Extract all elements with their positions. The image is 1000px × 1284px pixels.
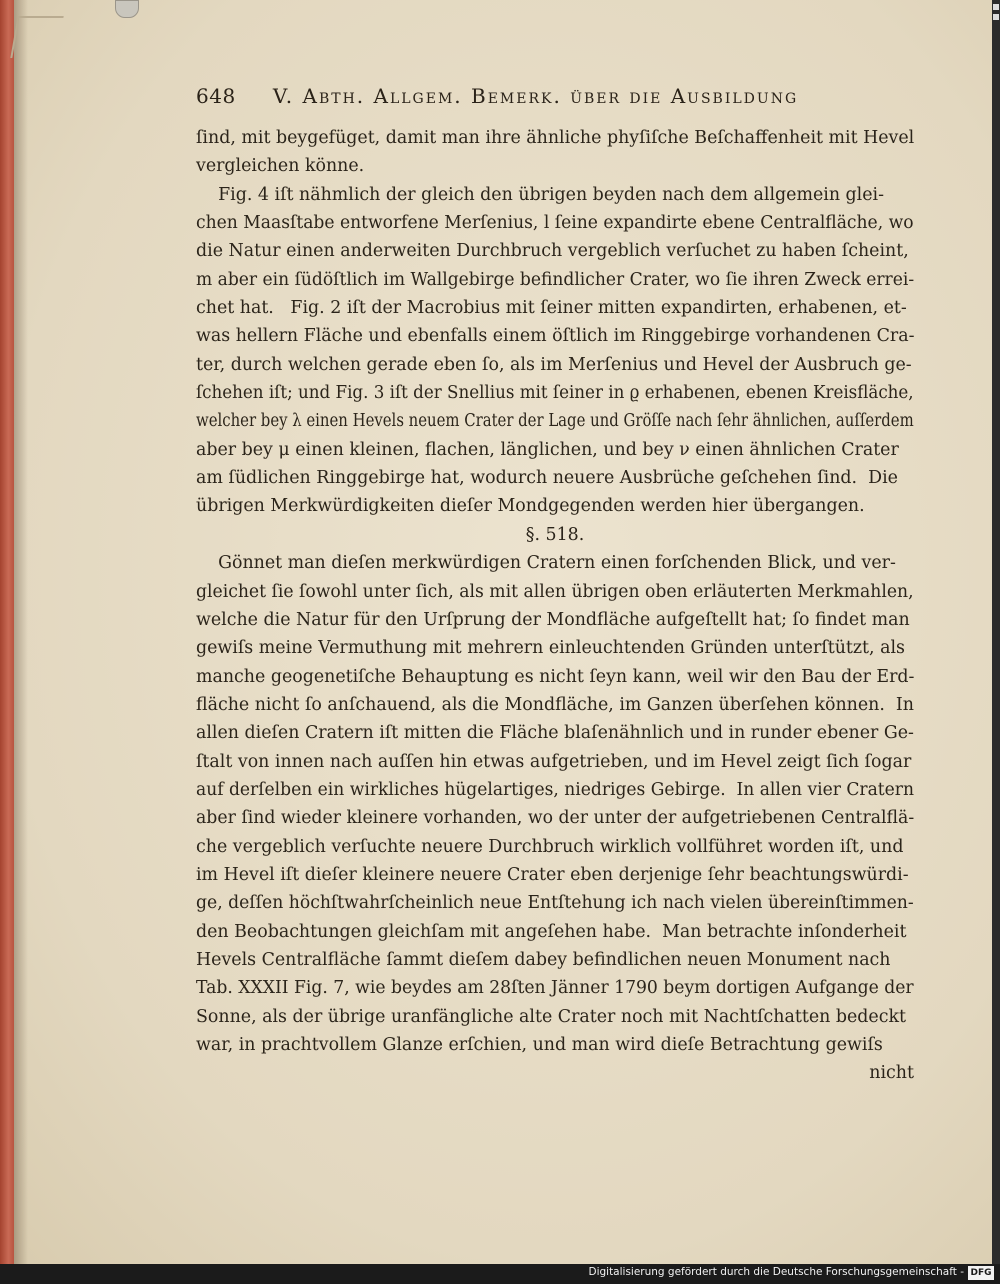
section-heading: §. 518. [525, 524, 585, 545]
catchword: nicht [869, 1063, 914, 1084]
text-line: den Beobachtungen gleichſam mit angeſehen habe. Man betrachte inſonderheit [196, 921, 907, 942]
text-line: auf derſelben ein wirkliches hügelartiges, niedriges Gebirge. In allen vier Cratern [196, 779, 914, 800]
text-line: Gönnet man dieſen merkwürdigen Cratern einen forſchenden Blick, und ver- [196, 553, 896, 574]
text-line: was hellern Fläche und ebenfalls einem öſtlich im Ringgebirge vorhandenen Cra- [196, 326, 915, 347]
text-line: Sonne, als der übrige uranfängliche alte Crater noch mit Nachtſchatten bedeckt [196, 1006, 906, 1027]
text-line: manche geogenetiſche Behauptung es nicht ſeyn kann, weil wir den Bau der Erd- [196, 666, 915, 687]
text-line: welcher bey λ einen Hevels neuem Crater der Lage und Gröſſe nach ſehr ähnlichen, auſſerdem [196, 411, 914, 432]
text-line: Fig. 4 iſt nähmlich der gleich den übrigen beyden nach dem allgemein glei- [196, 184, 884, 205]
text-line: im Hevel iſt dieſer kleinere neuere Crater eben derjenige ſehr beachtungswürdi- [196, 864, 909, 885]
paragraph-block-1 [196, 124, 914, 521]
page-text [196, 124, 914, 1088]
text-line: chen Maasſtabe entworfene Merſenius, l ſeine expandirte ebene Centralfläche, wo [196, 213, 914, 234]
text-line: aber bey μ einen kleinen, flachen, länglichen, und bey ν einen ähnlichen Crater [196, 439, 899, 460]
strip-marker [993, 14, 999, 20]
text-line: die Natur einen anderweiten Durchbruch vergeblich verſuchet zu haben ſcheint, [196, 241, 909, 262]
text-line: Hevels Centralfläche ſammt dieſem dabey befindlichen neuen Monument nach [196, 949, 891, 970]
text-line: ſtalt von innen nach auſſen hin etwas aufgetrieben, und im Hevel zeigt ſich ſogar [196, 751, 912, 772]
text-line: fläche nicht ſo anſchauend, als die Mondfläche, im Ganzen überſehen können. In [196, 694, 915, 715]
text-line: Tab. XXXII Fig. 7, wie beydes am 28ſten Jänner 1790 beym dortigen Aufgange der [196, 978, 914, 999]
text-line: chet hat. Fig. 2 iſt der Macrobius mit ſeiner mitten expandirten, erhabenen, et- [196, 298, 907, 319]
book-edge [0, 0, 14, 1264]
dfg-logo: DFG [968, 1266, 994, 1280]
text-line: ge, deſſen höchſtwahrſcheinlich neue Entſtehung ich nach vielen übereinſtimmen- [196, 893, 914, 914]
running-header [196, 84, 836, 108]
text-line: aber ſind wieder kleinere vorhanden, wo der unter der aufgetriebenen Centralflä- [196, 808, 915, 829]
scan-edge-strip [992, 0, 1000, 1264]
text-line: allen dieſen Cratern iſt mitten die Fläche blaſenähnlich und in runder ebener Ge- [196, 723, 914, 744]
text-line: am ſüdlichen Ringgebirge hat, wodurch neuere Ausbrüche geſchehen ſind. Die [196, 468, 898, 489]
paragraph-block-2 [196, 549, 914, 1059]
corner-fold-mark [10, 16, 63, 58]
footer-credit: Digitalisierung gefördert durch die Deutsche Forschungsgemeinschaft - [588, 1266, 964, 1278]
page-number: 648 [196, 84, 236, 108]
text-line: übrigen Merkwürdigkeiten dieſer Mondgegenden werden hier übergangen. [196, 496, 865, 517]
strip-marker [993, 4, 999, 10]
text-line: m aber ein ſüdöſtlich im Wallgebirge befindlicher Crater, wo ſie ihren Zweck errei- [196, 269, 915, 290]
text-line: war, in prachtvollem Glanze erſchien, und man wird dieſe Betrachtung gewiſs [196, 1035, 883, 1055]
text-line: ter, durch welchen gerade eben ſo, als im Merſenius und Hevel der Ausbruch ge- [196, 354, 912, 375]
text-line: che vergeblich verſuchte neuere Durchbruch wirklich vollführet worden iſt, und [196, 836, 904, 857]
page-clip-tab [115, 0, 139, 18]
text-line: gewiſs meine Vermuthung mit mehrern einleuchtenden Gründen unterſtützt, als [196, 638, 905, 659]
running-title: V. Abth. Allgem. Bemerk. über die Ausbildung [272, 84, 799, 108]
text-line: welche die Natur für den Urſprung der Mondfläche aufgeſtellt hat; ſo findet man [196, 609, 910, 630]
gutter-shadow [14, 0, 28, 1264]
text-line: ſind, mit beygefüget, damit man ihre ähnliche phyſiſche Beſchaffenheit mit Hevel [196, 128, 915, 148]
text-line: ſchehen iſt; und Fig. 3 iſt der Snellius mit ſeiner in ϱ erhabenen, ebenen Kreisfläche, [196, 383, 914, 404]
text-line: gleichet ſie ſowohl unter ſich, als mit allen übrigen oben erläuterten Merkmahlen, [196, 581, 914, 602]
text-line: vergleichen könne. [196, 156, 365, 177]
